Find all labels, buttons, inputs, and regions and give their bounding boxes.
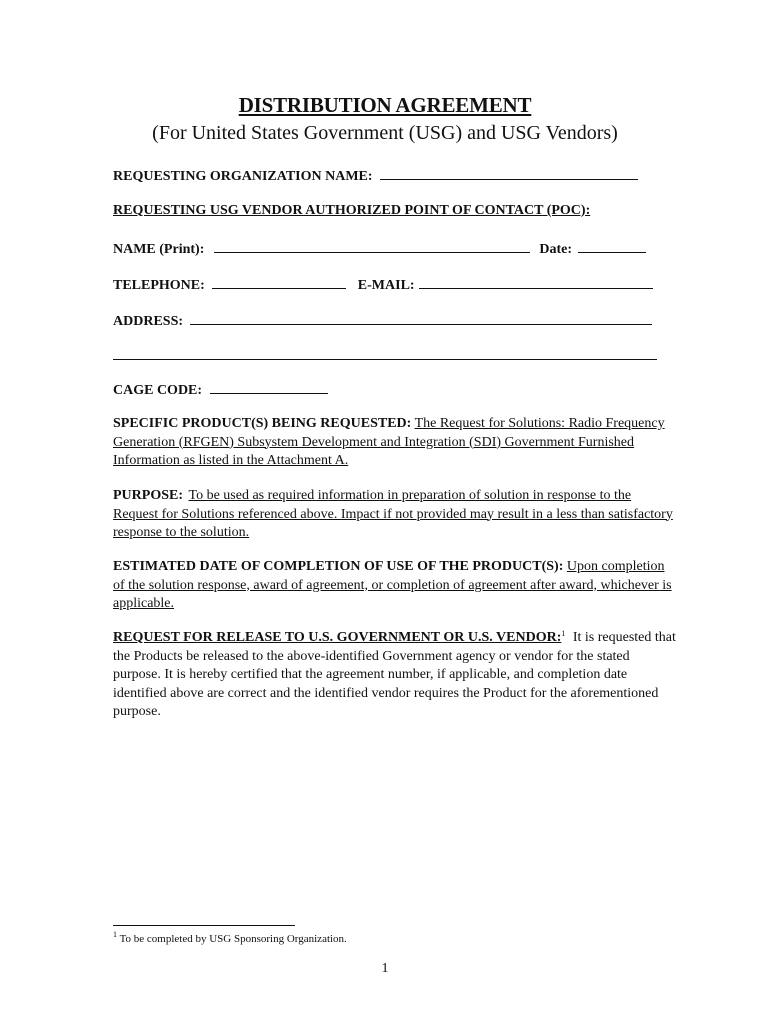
address-field-line-1[interactable] [190, 311, 652, 325]
address-field-line-2[interactable] [113, 346, 657, 360]
cage-code-row [113, 380, 328, 399]
document-subtitle: (For United States Government (USG) and USG Vendors) [152, 122, 618, 144]
purpose-label: PURPOSE: [113, 488, 183, 503]
name-label: NAME (Print): [113, 242, 205, 257]
telephone-label: TELEPHONE: [113, 278, 205, 293]
contact-row [113, 275, 653, 294]
email-label: E-MAIL: [357, 278, 415, 293]
org-name-row [113, 166, 638, 185]
completion-section [113, 558, 679, 614]
page-number: 1 [381, 961, 389, 976]
completion-text: Upon completion of the solution response, award of agreement, or completion of agreement after award, whichever is applicable. [113, 559, 672, 611]
release-label: REQUEST FOR RELEASE TO U.S. GOVERNMENT OR U.S. VENDOR: [113, 630, 562, 645]
footnote [113, 930, 347, 945]
telephone-field[interactable] [212, 275, 346, 289]
release-section [113, 629, 679, 722]
footnote-ref: 1 [561, 629, 566, 638]
address-row-2 [113, 346, 657, 365]
release-text: It is requested that the Products be released to the above-identified Government agency or vendor for the stated purpose. It is hereby certified that the agreement number, if applicable, and completion date identified above are correct and the identified vendor requires the Product for the aforementioned purpose. [113, 630, 676, 719]
products-label: SPECIFIC PRODUCT(S) BEING REQUESTED: [113, 416, 412, 431]
purpose-section [113, 487, 679, 543]
email-field[interactable] [419, 275, 653, 289]
org-name-label: REQUESTING ORGANIZATION NAME: [113, 169, 373, 184]
date-field[interactable] [578, 239, 646, 253]
footnote-text: To be completed by USG Sponsoring Organization. [119, 933, 347, 945]
org-name-field[interactable] [380, 166, 638, 180]
name-field[interactable] [214, 239, 530, 253]
poc-heading: REQUESTING USG VENDOR AUTHORIZED POINT OF CONTACT (POC): [113, 203, 591, 218]
address-label: ADDRESS: [113, 314, 184, 329]
footnote-number: 1 [113, 930, 117, 939]
cage-code-label: CAGE CODE: [113, 383, 203, 398]
footnote-divider [113, 925, 295, 926]
cage-code-field[interactable] [210, 380, 328, 394]
address-row [113, 311, 652, 330]
purpose-text: To be used as required information in preparation of solution in response to the Request for Solutions referenced above. Impact if not provided may result in a less than satisfactory response to the solution. [113, 488, 673, 540]
products-section [113, 415, 679, 471]
date-label: Date: [539, 242, 573, 257]
products-text: The Request for Solutions: Radio Frequency Generation (RFGEN) Subsystem Development and Integration (SDI) Government Furnished Information as listed in the Attachment A. [113, 416, 665, 468]
document-title: DISTRIBUTION AGREEMENT [238, 93, 532, 117]
name-row [113, 239, 646, 258]
completion-label: ESTIMATED DATE OF COMPLETION OF USE OF THE PRODUCT(S): [113, 559, 564, 574]
